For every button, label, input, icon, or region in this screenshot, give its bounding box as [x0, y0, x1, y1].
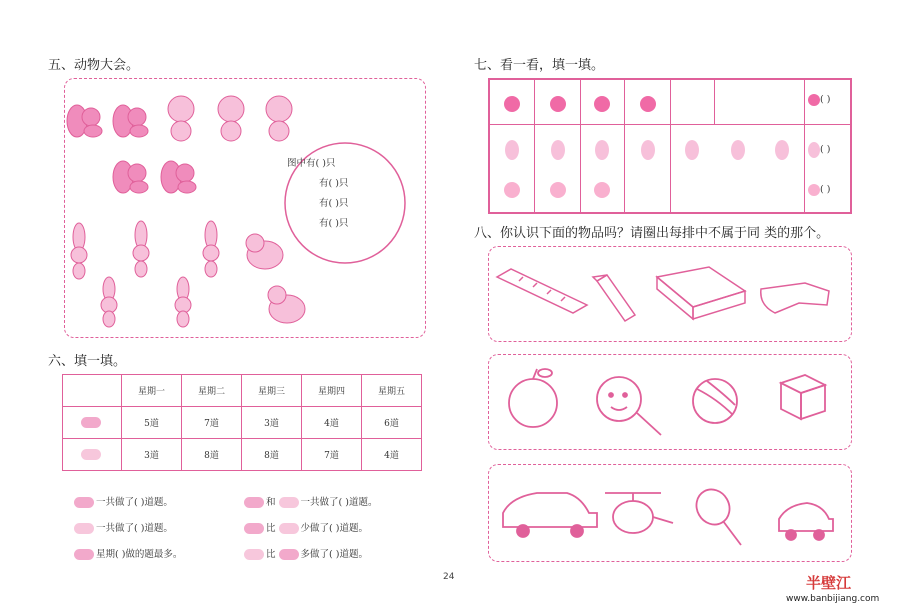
- question-6: 比 多做了( )道题。: [244, 546, 368, 560]
- section6-title: 六、填一填。: [48, 354, 127, 369]
- table-header-cell: 星期四: [302, 375, 362, 407]
- question-4: 比 少做了( )道题。: [244, 520, 368, 534]
- count-line-2: 有( )只: [319, 178, 349, 189]
- rabbit-icon: [203, 221, 219, 277]
- count-line-1: 图中有( )只: [287, 158, 336, 169]
- sock-icon: [761, 283, 829, 313]
- pig-icon: [168, 96, 194, 141]
- rabbit-icon: [175, 277, 191, 327]
- table-cell: 6道: [362, 407, 422, 439]
- rabbit-icon: [71, 223, 87, 279]
- pear-icon: [731, 140, 745, 160]
- pig-icon: [266, 96, 292, 141]
- fruit-illustrations: [490, 80, 850, 212]
- pear-icon: [775, 140, 789, 160]
- count-line-4: 有( )只: [319, 218, 349, 229]
- magnifier-face-icon: [597, 377, 661, 435]
- pear-icon: [808, 142, 820, 158]
- rubiks-cube-icon: [781, 375, 825, 419]
- question-5: 星期( )做的题最多。: [74, 546, 182, 560]
- table-cell: 4道: [302, 407, 362, 439]
- section5-title: 五、动物大会。: [48, 58, 140, 73]
- pencil-icon: [593, 275, 635, 321]
- fruit-grid: [488, 78, 852, 214]
- rabbit-icon: [133, 221, 149, 277]
- ball-icon: [693, 379, 737, 423]
- homework-table: [62, 374, 422, 471]
- table-row: [63, 439, 422, 471]
- object-row-2: [488, 354, 852, 450]
- fill-paren-apple: ( ): [820, 94, 831, 105]
- pig-icon: [63, 439, 122, 471]
- rabbit-icon: [101, 277, 117, 327]
- apple-icon: [808, 94, 820, 106]
- row-3-illustrations: [489, 465, 851, 561]
- squirrel-icon: [161, 161, 196, 193]
- ping-pong-paddle-icon: [690, 483, 741, 545]
- page-number: 24: [443, 572, 455, 582]
- car-icon: [503, 493, 597, 537]
- pear-icon: [595, 140, 609, 160]
- table-cell: 7道: [182, 407, 242, 439]
- apple-icon: [594, 96, 610, 112]
- table-header-cell: [63, 375, 122, 407]
- pencil-case-icon: [657, 267, 745, 319]
- apple-icon: [509, 369, 557, 427]
- logo-text: 半壁江: [806, 574, 852, 592]
- object-row-1: [488, 246, 852, 342]
- table-header-cell: 星期三: [242, 375, 302, 407]
- row-1-illustrations: [489, 247, 851, 341]
- table-cell: 8道: [182, 439, 242, 471]
- pear-icon: [505, 140, 519, 160]
- elephant-icon: [246, 234, 283, 269]
- elephant-icon: [63, 407, 122, 439]
- peach-icon: [550, 182, 566, 198]
- apple-icon: [640, 96, 656, 112]
- question-2: 和 一共做了( )道题。: [244, 494, 377, 508]
- table-cell: 4道: [362, 439, 422, 471]
- question-3: 一共做了( )道题。: [74, 520, 173, 534]
- squirrel-icon: [113, 161, 148, 193]
- object-row-3: [488, 464, 852, 562]
- site-url: www.banbijiang.com: [786, 594, 880, 604]
- pig-icon: [218, 96, 244, 141]
- apple-icon: [504, 96, 520, 112]
- helicopter-icon: [605, 493, 673, 533]
- apple-icon: [550, 96, 566, 112]
- animals-illustration: [65, 79, 425, 337]
- pear-icon: [641, 140, 655, 160]
- section5-box: [64, 78, 426, 338]
- row-2-illustrations: [489, 355, 851, 449]
- peach-icon: [808, 184, 820, 196]
- table-cell: 7道: [302, 439, 362, 471]
- table-cell: 3道: [122, 439, 182, 471]
- fill-paren-pear: ( ): [820, 144, 831, 155]
- table-header-cell: 星期一: [122, 375, 182, 407]
- squirrel-icon: [67, 105, 102, 137]
- section8-title: 八、你认识下面的物品吗？请圈出每排中不属于同 类的那个。: [474, 226, 830, 241]
- table-cell: 3道: [242, 407, 302, 439]
- table-row: [63, 407, 422, 439]
- pear-icon: [685, 140, 699, 160]
- peach-icon: [594, 182, 610, 198]
- section7-title: 七、看一看，填一填。: [474, 58, 605, 73]
- table-header-cell: 星期五: [362, 375, 422, 407]
- count-line-3: 有( )只: [319, 198, 349, 209]
- squirrel-icon: [113, 105, 148, 137]
- table-cell: 8道: [242, 439, 302, 471]
- elephant-icon: [268, 286, 305, 323]
- fill-paren-peach: ( ): [820, 184, 831, 195]
- small-car-icon: [779, 503, 833, 540]
- question-1: 一共做了( )道题。: [74, 494, 173, 508]
- table-header-cell: 星期二: [182, 375, 242, 407]
- ruler-icon: [497, 269, 587, 313]
- table-cell: 5道: [122, 407, 182, 439]
- peach-icon: [504, 182, 520, 198]
- pear-icon: [551, 140, 565, 160]
